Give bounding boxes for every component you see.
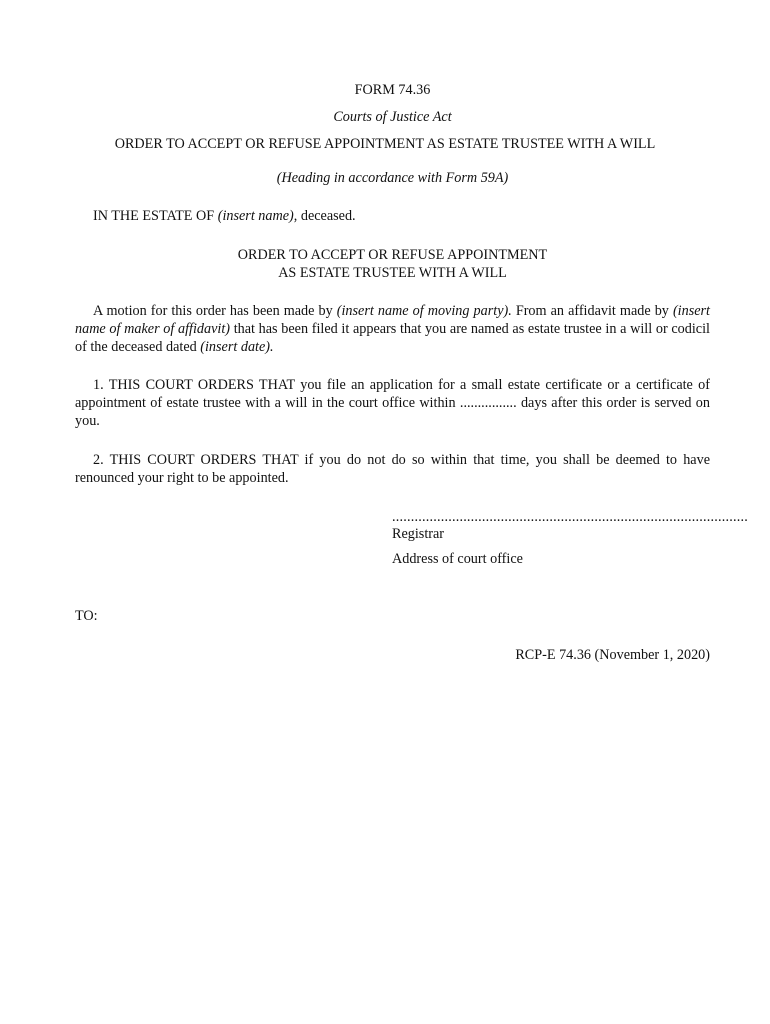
order-title	[75, 246, 710, 282]
affidavit-maker-placeholder: (insert name of maker of affidavit)	[75, 303, 710, 337]
order-paragraph-2: 2. THIS COURT ORDERS THAT if you do not do so within that time, you shall be deemed to have renounced your right to be appointed.	[75, 452, 710, 486]
estate-line	[75, 207, 710, 225]
registrar-label: Registrar	[392, 526, 445, 542]
motion-text-3: that has been filed it appears that you are named as estate trustee in a will or codicil of the deceased dated	[75, 321, 710, 355]
court-office-address: Address of court office	[392, 551, 523, 567]
form-footer-reference: RCP-E 74.36 (November 1, 2020)	[515, 647, 710, 663]
act-name	[75, 108, 710, 126]
date-placeholder: (insert date).	[200, 339, 274, 355]
motion-text-2: From an affidavit made by	[511, 303, 673, 319]
moving-party-placeholder: (insert name of moving party).	[336, 303, 512, 319]
to-label: TO:	[75, 608, 98, 624]
motion-paragraph	[75, 302, 710, 356]
order-paragraph-1: 1. THIS COURT ORDERS THAT you file an application for a small estate certificate or a certificate of appointment of estate trustee with a will in the court office within ................ days after this order is served on you.	[75, 377, 710, 429]
order-title-line2: AS ESTATE TRUSTEE WITH A WILL	[278, 265, 507, 281]
order-title-line1: ORDER TO ACCEPT OR REFUSE APPOINTMENT	[237, 247, 548, 263]
motion-text-1: A motion for this order has been made by	[93, 303, 337, 319]
form-title: ORDER TO ACCEPT OR REFUSE APPOINTMENT AS ESTATE TRUSTEE WITH A WILL	[114, 136, 656, 152]
heading-note-text: (Heading in accordance with Form 59A)	[276, 170, 509, 186]
form-number: FORM 74.36	[354, 82, 431, 98]
estate-prefix: IN THE ESTATE OF	[93, 208, 218, 224]
estate-name-placeholder: (insert name)	[217, 208, 294, 224]
signature-line: ...............................................................................................	[392, 509, 748, 525]
heading-note	[75, 169, 710, 187]
estate-suffix: , deceased.	[293, 208, 356, 224]
act-name-text: Courts of Justice Act	[333, 109, 452, 125]
